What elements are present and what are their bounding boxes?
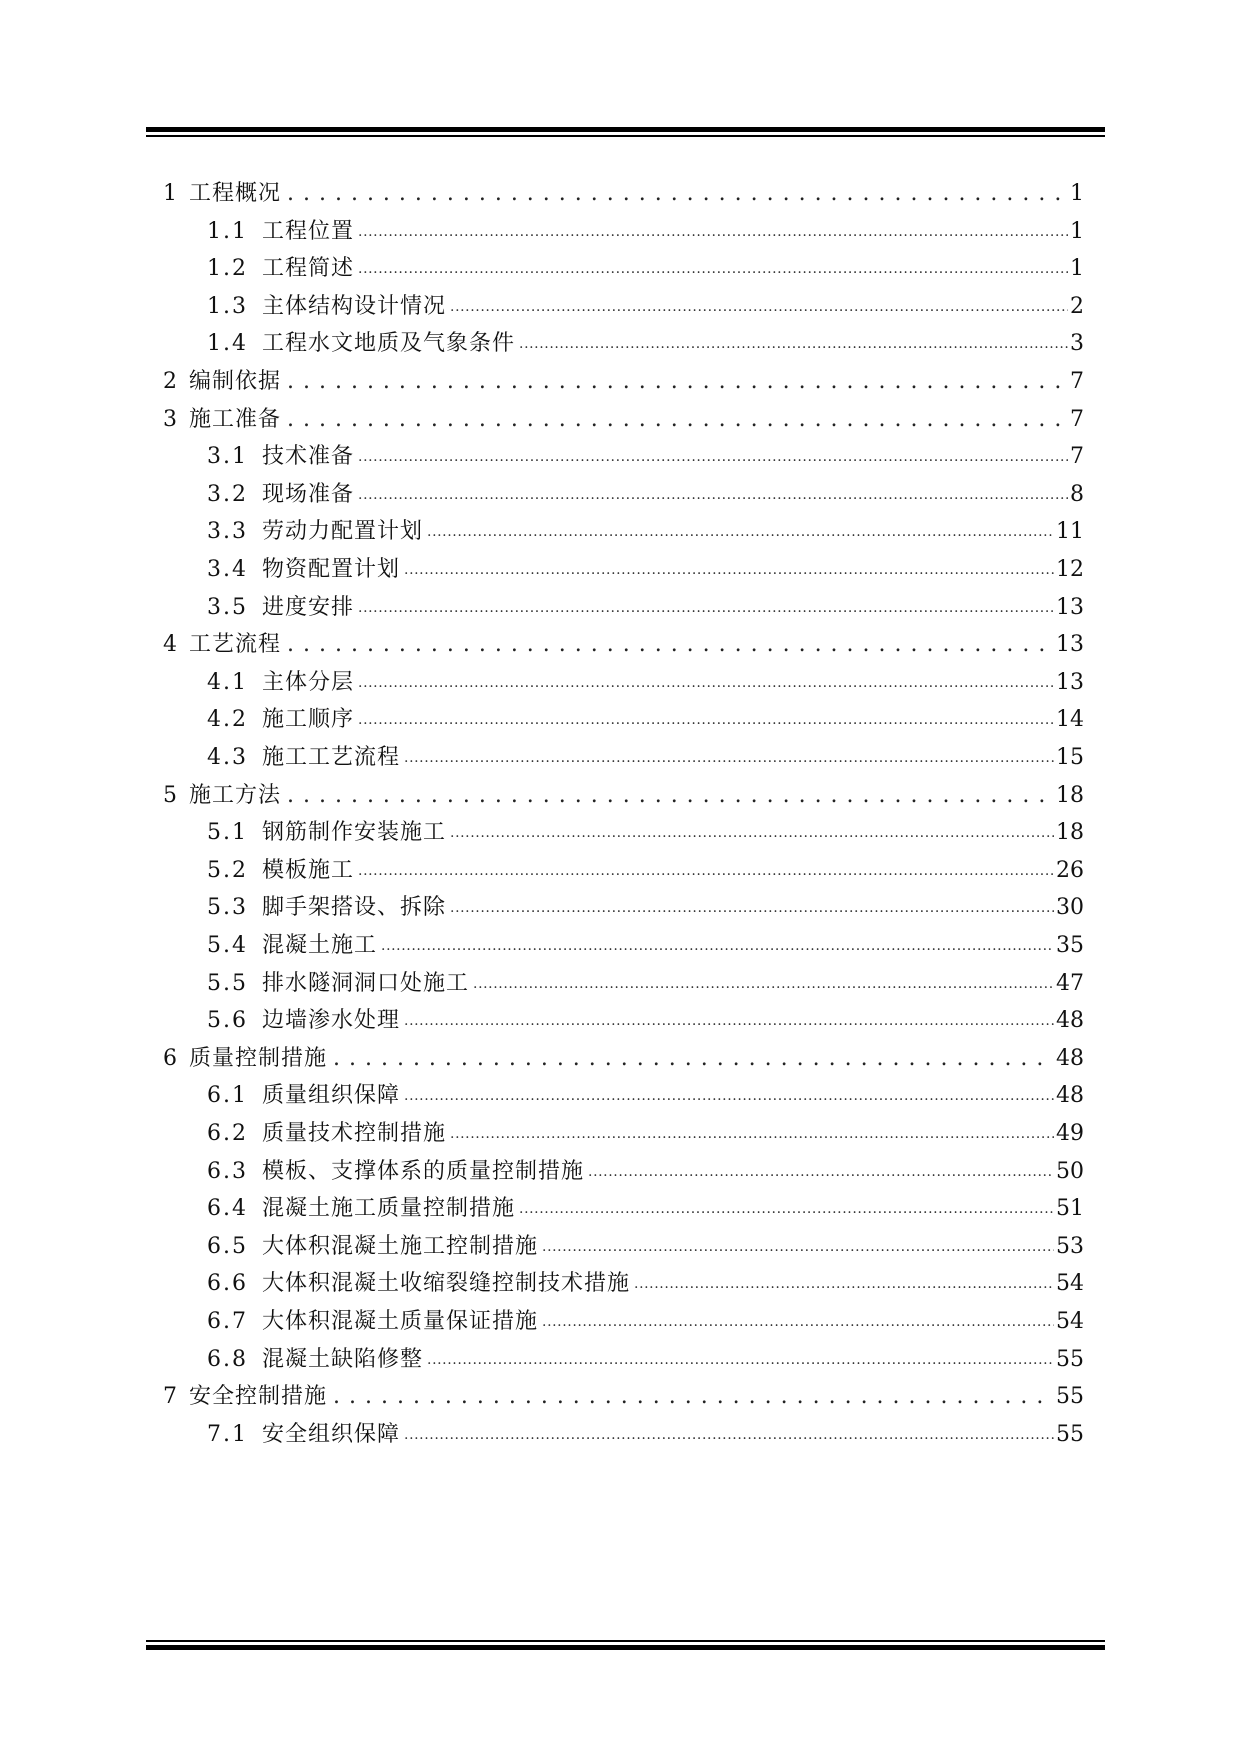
toc-dot-leader xyxy=(356,477,1068,513)
toc-entry-number: 5.6 xyxy=(207,1008,248,1034)
toc-entry-title: 模板施工 xyxy=(262,857,355,883)
toc-entry-page: 13 xyxy=(1056,669,1084,695)
toc-entry-page: 7 xyxy=(1070,369,1084,394)
toc-entry-page: 18 xyxy=(1056,782,1084,808)
toc-entry-page: 13 xyxy=(1056,632,1084,658)
toc-dot-leader xyxy=(283,402,1068,438)
toc-entry-page: 30 xyxy=(1056,895,1084,921)
toc-entry-page: 54 xyxy=(1056,1271,1084,1297)
toc-entry-page: 1 xyxy=(1070,218,1084,244)
toc-dot-leader xyxy=(540,1229,1054,1265)
toc-entry-5-5[interactable] xyxy=(207,966,1084,1002)
toc-dot-leader xyxy=(356,214,1068,250)
toc-entry-title: 排水隧洞洞口处施工 xyxy=(262,970,470,996)
toc-entry-page: 53 xyxy=(1056,1233,1084,1259)
toc-entry-title: 技术准备 xyxy=(262,444,355,470)
toc-entry-6-3[interactable] xyxy=(207,1154,1084,1190)
toc-entry-page: 7 xyxy=(1070,406,1084,432)
toc-entry-6-8[interactable] xyxy=(207,1342,1084,1378)
toc-entry-number: 1.4 xyxy=(207,331,248,357)
toc-dot-leader xyxy=(402,1078,1054,1114)
toc-entry-title: 劳动力配置计划 xyxy=(262,519,424,545)
toc-entry-title: 工程概况 xyxy=(189,181,282,206)
toc-entry-2[interactable] xyxy=(163,364,1084,400)
toc-entry-number: 3.2 xyxy=(207,481,248,507)
toc-entry-5-3[interactable] xyxy=(207,890,1084,926)
toc-entry-number: 6.2 xyxy=(207,1121,248,1146)
toc-entry-3-1[interactable] xyxy=(207,439,1084,475)
toc-entry-5-2[interactable] xyxy=(207,853,1084,889)
toc-dot-leader xyxy=(448,289,1068,325)
toc-entry-number: 5.5 xyxy=(207,970,248,996)
toc-dot-leader xyxy=(329,1379,1054,1415)
toc-dot-leader xyxy=(448,890,1054,926)
toc-dot-leader xyxy=(448,815,1054,851)
toc-entry-number: 4.1 xyxy=(207,669,248,695)
toc-entry-6-5[interactable] xyxy=(207,1229,1084,1265)
toc-entry-title: 大体积混凝土质量保证措施 xyxy=(262,1309,539,1334)
toc-entry-6[interactable] xyxy=(163,1041,1084,1077)
toc-entry-number: 2 xyxy=(163,369,177,394)
toc-entry-page: 54 xyxy=(1056,1309,1084,1334)
toc-entry-1-4[interactable] xyxy=(207,326,1084,362)
toc-entry-number: 1.2 xyxy=(207,256,248,282)
toc-entry-title: 边墙渗水处理 xyxy=(262,1008,401,1034)
toc-entry-number: 5.3 xyxy=(207,895,248,921)
toc-entry-page: 48 xyxy=(1056,1008,1084,1034)
toc-entry-page: 8 xyxy=(1070,481,1084,507)
toc-entry-page: 18 xyxy=(1056,820,1084,846)
toc-entry-number: 4 xyxy=(163,632,177,658)
toc-dot-leader xyxy=(329,1041,1054,1077)
toc-entry-number: 5 xyxy=(163,782,177,808)
toc-entry-number: 5.4 xyxy=(207,933,248,958)
toc-entry-5-4[interactable] xyxy=(207,928,1084,964)
toc-entry-page: 48 xyxy=(1056,1045,1084,1071)
toc-dot-leader xyxy=(356,439,1068,475)
toc-entry-page: 1 xyxy=(1070,256,1084,282)
toc-entry-7-1[interactable] xyxy=(207,1417,1084,1453)
toc-entry-6-6[interactable] xyxy=(207,1266,1084,1302)
toc-dot-leader xyxy=(517,1191,1054,1227)
toc-entry-3-5[interactable] xyxy=(207,590,1084,626)
toc-entry-number: 4.3 xyxy=(207,745,248,770)
toc-dot-leader xyxy=(425,514,1054,550)
toc-dot-leader xyxy=(586,1154,1054,1190)
toc-entry-title: 主体分层 xyxy=(262,669,355,695)
toc-dot-leader xyxy=(356,590,1054,626)
toc-entry-page: 13 xyxy=(1056,594,1084,620)
toc-entry-page: 26 xyxy=(1056,857,1084,883)
toc-dot-leader xyxy=(356,702,1054,738)
footer-rule xyxy=(146,1640,1105,1650)
toc-dot-leader xyxy=(402,552,1054,588)
toc-entry-page: 51 xyxy=(1056,1196,1084,1222)
toc-entry-title: 工程水文地质及气象条件 xyxy=(262,331,516,357)
toc-dot-leader xyxy=(356,251,1068,287)
toc-entry-5-1[interactable] xyxy=(207,815,1084,851)
toc-entry-number: 3.5 xyxy=(207,594,248,620)
toc-entry-1-2[interactable] xyxy=(207,251,1084,287)
toc-dot-leader xyxy=(356,853,1054,889)
toc-dot-leader xyxy=(517,326,1068,362)
toc-entry-page: 7 xyxy=(1070,444,1084,470)
toc-entry-6-4[interactable] xyxy=(207,1191,1084,1227)
toc-entry-title: 安全控制措施 xyxy=(189,1384,328,1410)
toc-entry-page: 11 xyxy=(1056,519,1084,545)
toc-entry-page: 55 xyxy=(1056,1346,1084,1372)
toc-entry-page: 49 xyxy=(1056,1121,1084,1146)
toc-entry-page: 47 xyxy=(1056,970,1084,996)
toc-dot-leader xyxy=(283,176,1068,212)
toc-entry-number: 3.4 xyxy=(207,557,248,582)
toc-dot-leader xyxy=(283,627,1054,663)
toc-entry-page: 55 xyxy=(1056,1421,1084,1447)
toc-entry-number: 6.5 xyxy=(207,1233,248,1259)
toc-dot-leader xyxy=(448,1116,1054,1152)
toc-entry-title: 模板、支撑体系的质量控制措施 xyxy=(262,1158,585,1184)
toc-dot-leader xyxy=(283,778,1054,814)
toc-entry-title: 工程位置 xyxy=(262,218,355,244)
toc-entry-1-1[interactable] xyxy=(207,214,1084,250)
toc-entry-7[interactable] xyxy=(163,1379,1084,1415)
toc-entry-title: 混凝土缺陷修整 xyxy=(262,1346,424,1372)
toc-entry-page: 50 xyxy=(1056,1158,1084,1184)
toc-entry-number: 3 xyxy=(163,406,177,432)
toc-entry-number: 6.4 xyxy=(207,1196,248,1222)
toc-entry-page: 35 xyxy=(1056,933,1084,958)
toc-entry-title: 脚手架搭设、拆除 xyxy=(262,895,447,921)
toc-entry-number: 6 xyxy=(163,1045,177,1071)
toc-entry-number: 6.6 xyxy=(207,1271,248,1297)
toc-dot-leader xyxy=(402,740,1054,776)
toc-entry-number: 4.2 xyxy=(207,707,248,733)
toc-dot-leader xyxy=(540,1304,1054,1340)
toc-entry-number: 5.2 xyxy=(207,857,248,883)
toc-entry-4-3[interactable] xyxy=(207,740,1084,776)
toc-entry-number: 6.3 xyxy=(207,1158,248,1184)
toc-entry-4-2[interactable] xyxy=(207,702,1084,738)
toc-entry-title: 质量技术控制措施 xyxy=(262,1121,447,1146)
toc-entry-5-6[interactable] xyxy=(207,1003,1084,1039)
toc-entry-4[interactable] xyxy=(163,627,1084,663)
toc-entry-1[interactable] xyxy=(163,176,1084,212)
toc-entry-title: 施工方法 xyxy=(189,782,282,808)
toc-entry-3-3[interactable] xyxy=(207,514,1084,550)
toc-entry-1-3[interactable] xyxy=(207,289,1084,325)
toc-entry-3-2[interactable] xyxy=(207,477,1084,513)
toc-entry-title: 施工工艺流程 xyxy=(262,745,401,770)
toc-entry-title: 混凝土施工质量控制措施 xyxy=(262,1196,516,1222)
header-rule xyxy=(146,127,1105,137)
toc-dot-leader xyxy=(402,1417,1054,1453)
toc-entry-6-7[interactable] xyxy=(207,1304,1084,1340)
toc-dot-leader xyxy=(356,665,1054,701)
toc-entry-number: 1 xyxy=(163,181,177,206)
toc-entry-number: 3.1 xyxy=(207,444,248,470)
toc-entry-number: 6.1 xyxy=(207,1083,248,1109)
toc-dot-leader xyxy=(379,928,1054,964)
toc-entry-title: 工程简述 xyxy=(262,256,355,282)
toc-entry-page: 55 xyxy=(1056,1384,1084,1410)
toc-dot-leader xyxy=(402,1003,1054,1039)
toc-entry-title: 大体积混凝土收缩裂缝控制技术措施 xyxy=(262,1271,631,1297)
toc-entry-title: 物资配置计划 xyxy=(262,557,401,582)
toc-entry-title: 工艺流程 xyxy=(189,632,282,658)
toc-entry-3[interactable] xyxy=(163,402,1084,438)
toc-entry-number: 7 xyxy=(163,1384,177,1410)
toc-entry-number: 3.3 xyxy=(207,519,248,545)
toc-entry-title: 大体积混凝土施工控制措施 xyxy=(262,1233,539,1259)
toc-entry-title: 质量控制措施 xyxy=(189,1045,328,1071)
toc-entry-6-2[interactable] xyxy=(207,1116,1084,1152)
toc-entry-page: 3 xyxy=(1070,331,1084,357)
toc-entry-title: 安全组织保障 xyxy=(262,1421,401,1447)
toc-dot-leader xyxy=(425,1342,1054,1378)
toc-entry-number: 6.8 xyxy=(207,1346,248,1372)
toc-entry-page: 14 xyxy=(1056,707,1084,733)
toc-entry-title: 施工顺序 xyxy=(262,707,355,733)
toc-entry-4-1[interactable] xyxy=(207,665,1084,701)
toc-entry-5[interactable] xyxy=(163,778,1084,814)
toc-entry-title: 进度安排 xyxy=(262,594,355,620)
toc-entry-title: 编制依据 xyxy=(189,369,282,394)
toc-dot-leader xyxy=(632,1266,1054,1302)
toc-entry-title: 主体结构设计情况 xyxy=(262,293,447,319)
toc-entry-page: 12 xyxy=(1056,557,1084,582)
toc-entry-3-4[interactable] xyxy=(207,552,1084,588)
toc-entry-number: 1.3 xyxy=(207,293,248,319)
toc-entry-title: 现场准备 xyxy=(262,481,355,507)
toc-entry-title: 钢筋制作安装施工 xyxy=(262,820,447,846)
toc-entry-number: 7.1 xyxy=(207,1421,248,1447)
toc-entry-page: 15 xyxy=(1056,745,1084,770)
toc-dot-leader xyxy=(283,364,1068,400)
toc-entry-page: 2 xyxy=(1070,293,1084,319)
toc-entry-6-1[interactable] xyxy=(207,1078,1084,1114)
toc-entry-number: 1.1 xyxy=(207,218,248,244)
toc-entry-title: 质量组织保障 xyxy=(262,1083,401,1109)
toc-entry-title: 混凝土施工 xyxy=(262,933,378,958)
toc-entry-page: 48 xyxy=(1056,1083,1084,1109)
toc-entry-number: 5.1 xyxy=(207,820,248,846)
toc-dot-leader xyxy=(471,966,1054,1002)
toc-entry-number: 6.7 xyxy=(207,1309,248,1334)
toc-entry-title: 施工准备 xyxy=(189,406,282,432)
toc-entry-page: 1 xyxy=(1070,181,1084,206)
